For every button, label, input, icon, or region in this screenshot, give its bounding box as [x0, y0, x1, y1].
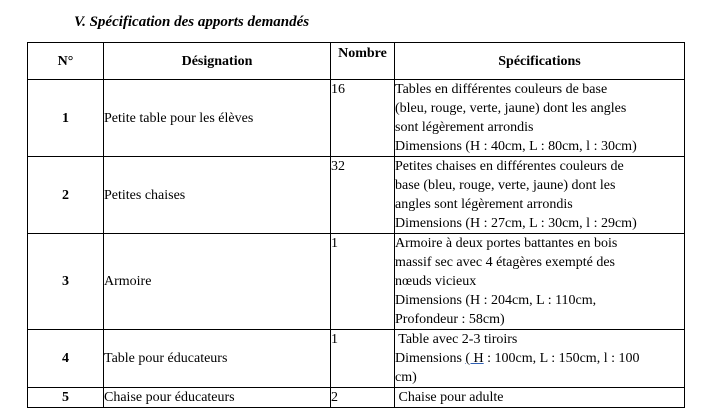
header-designation: Désignation: [104, 43, 331, 80]
spec-line: Dimensions (H : 27cm, L : 30cm, l : 29cm): [395, 216, 637, 231]
table-row: [28, 388, 685, 408]
row-number: 2: [28, 157, 104, 234]
spec-line: Profondeur : 58cm): [395, 312, 505, 327]
spec-line: nœuds vicieux: [395, 274, 477, 289]
spec-line: Table avec 2-3 tiroirs: [395, 332, 518, 347]
table-row: [28, 330, 685, 388]
spec-text: Dimensions: [395, 351, 466, 366]
row-specifications: [395, 80, 685, 157]
spec-line: sont légèrement arrondis: [395, 120, 534, 135]
header-nombre: Nombre: [331, 43, 395, 80]
row-nombre: 16: [331, 80, 395, 157]
row-designation: Petites chaises: [104, 157, 331, 234]
header-num: N°: [28, 43, 104, 80]
section-title: V. Spécification des apports demandés: [74, 14, 310, 30]
row-nombre: 1: [331, 234, 395, 330]
spec-line: massif sec avec 4 étagères exempté des: [395, 255, 616, 270]
row-designation: Chaise pour éducateurs: [104, 388, 331, 408]
spec-line: base (bleu, rouge, verte, jaune) dont les: [395, 178, 616, 193]
table-row: [28, 80, 685, 157]
row-designation: Table pour éducateurs: [104, 330, 331, 388]
spec-line: [395, 349, 684, 368]
spec-line: cm): [395, 370, 417, 385]
spec-line: Dimensions (H : 40cm, L : 80cm, l : 30cm): [395, 139, 637, 154]
spec-text: : 100cm, L : 150cm, l : 100: [483, 351, 640, 366]
row-designation: Petite table pour les élèves: [104, 80, 331, 157]
row-specifications: [395, 234, 685, 330]
row-number: 5: [28, 388, 104, 408]
row-nombre: 32: [331, 157, 395, 234]
spec-line: Armoire à deux portes battantes en bois: [395, 236, 618, 251]
row-nombre: 2: [331, 388, 395, 408]
spec-line: (bleu, rouge, verte, jaune) dont les angles: [395, 101, 627, 116]
row-number: 4: [28, 330, 104, 388]
spec-line: Tables en différentes couleurs de base: [395, 82, 608, 97]
spec-line: Chaise pour adulte: [395, 390, 504, 405]
row-specifications: [395, 157, 685, 234]
spec-text-underlined: ( H: [465, 351, 484, 366]
row-number: 1: [28, 80, 104, 157]
row-specifications: [395, 330, 685, 388]
header-specifications: Spécifications: [395, 43, 685, 80]
spec-line: angles sont légèrement arrondis: [395, 197, 573, 212]
row-number: 3: [28, 234, 104, 330]
table-row: [28, 157, 685, 234]
spec-line: Dimensions (H : 204cm, L : 110cm,: [395, 293, 597, 308]
specifications-table: [27, 42, 685, 408]
row-nombre: 1: [331, 330, 395, 388]
spec-line: Petites chaises en différentes couleurs de: [395, 159, 624, 174]
row-specifications: [395, 388, 685, 408]
table-row: [28, 234, 685, 330]
table-header-row: [28, 43, 685, 80]
row-designation: Armoire: [104, 234, 331, 330]
